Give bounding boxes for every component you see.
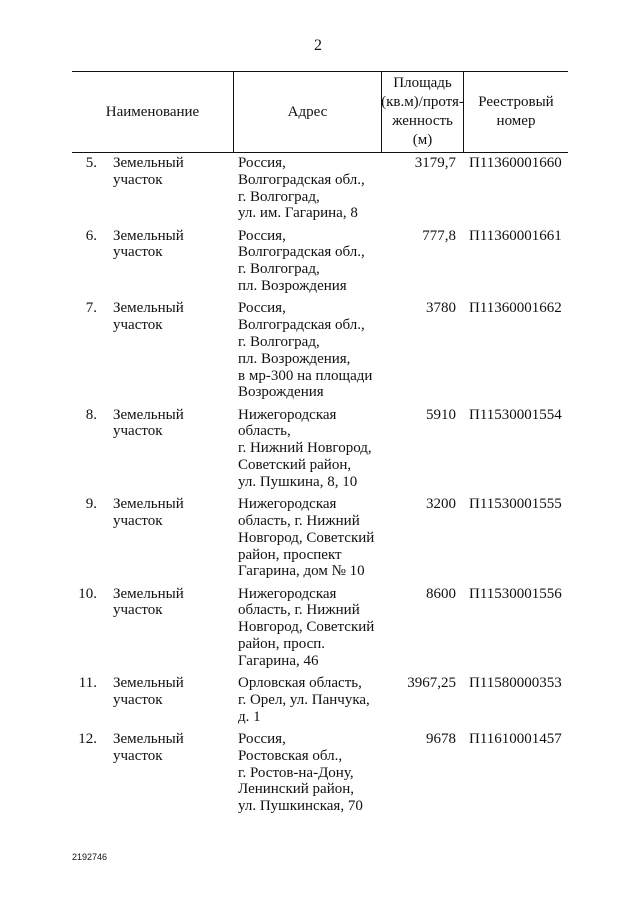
header-name [72, 72, 233, 152]
row-address-line: Россия, [238, 227, 286, 244]
row-address [233, 407, 381, 491]
row-address-line: г. Волгоград, [238, 188, 320, 205]
row-area: 777,8 [422, 227, 456, 244]
row-address-line: Гагарина, 46 [238, 652, 319, 669]
row-name-line: участок [113, 691, 163, 708]
table-row [72, 155, 568, 222]
row-name-line: участок [113, 512, 163, 529]
header-address [233, 72, 381, 152]
row-address-line: Россия, [238, 300, 286, 317]
row-name-line: участок [113, 602, 163, 619]
row-address-line: Нижегородская [238, 585, 337, 602]
header-address-label: Адрес [287, 103, 328, 120]
row-number: 11. [78, 675, 97, 692]
row-name-line: участок [113, 423, 163, 440]
row-name-line: участок [113, 244, 163, 261]
row-address-line: пл. Возрождения [238, 278, 347, 295]
row-address [233, 155, 381, 222]
table-row [72, 586, 568, 670]
row-registry-number: П11530001555 [469, 496, 562, 513]
row-name [97, 155, 233, 222]
header-area-line: (кв.м)/протя- [381, 94, 464, 110]
row-number: 9. [85, 496, 97, 513]
header-registry [463, 72, 568, 152]
row-address-line: область, г. Нижний [238, 512, 360, 529]
row-registry-number: П11580000353 [469, 675, 562, 692]
row-address-line: Новгород, Советский [238, 529, 375, 546]
row-address-line: г. Орел, ул. Панчука, [238, 691, 370, 708]
footer-document-code: 2192746 [72, 852, 108, 862]
table-row [72, 731, 568, 815]
row-name-line: Земельный [113, 406, 184, 423]
row-address-line: Нижегородская [238, 406, 337, 423]
header-name-label: Наименование [105, 103, 200, 120]
row-address-line: Россия, [238, 155, 286, 171]
row-name-line: участок [113, 747, 163, 764]
row-address-line: г. Нижний Новгород, [238, 440, 372, 457]
row-area: 3780 [426, 300, 456, 317]
row-name-line: Земельный [113, 300, 184, 317]
row-address-line: район, проспект [238, 546, 342, 563]
header-registry-line: Реестровый [478, 94, 554, 110]
row-area: 5910 [426, 406, 456, 423]
row-address-line: г. Волгоград, [238, 261, 320, 278]
header-area [381, 72, 463, 152]
table-row [72, 228, 568, 295]
row-address-line: Гагарина, дом № 10 [238, 563, 365, 580]
row-address-line: д. 1 [238, 708, 261, 725]
row-area: 3179,7 [414, 155, 456, 171]
row-address [233, 496, 381, 580]
row-address-line: Волгоградская обл., [238, 171, 365, 188]
row-registry-number: П11610001457 [469, 731, 562, 747]
header-area-line: Площадь [393, 75, 452, 91]
row-address-line: Волгоградская обл., [238, 317, 365, 334]
table-body [72, 153, 568, 815]
row-registry-number: П11360001660 [469, 155, 562, 171]
row-name-line: Земельный [113, 496, 184, 513]
header-area-line: (м) [412, 132, 433, 148]
row-name [97, 300, 233, 401]
property-table [72, 71, 568, 820]
row-name-line: участок [113, 317, 163, 334]
row-address-line: пл. Возрождения, [238, 350, 351, 367]
row-name [97, 586, 233, 670]
row-address-line: Советский район, [238, 457, 352, 474]
header-area-line: женность [392, 113, 453, 129]
row-number: 5. [85, 155, 97, 171]
row-registry-number: П11360001661 [469, 227, 562, 244]
row-name [97, 407, 233, 491]
row-name [97, 675, 233, 725]
row-name-line: Земельный [113, 675, 184, 692]
row-address-line: Россия, [238, 731, 286, 747]
row-address-line: Ленинский район, [238, 781, 355, 798]
row-name-line: Земельный [113, 227, 184, 244]
row-name-line: участок [113, 171, 163, 188]
row-area: 8600 [426, 585, 456, 602]
row-address-line: область, [238, 423, 291, 440]
table-row [72, 300, 568, 401]
row-area: 3967,25 [407, 675, 456, 692]
row-address [233, 731, 381, 815]
row-address-line: Возрождения [238, 384, 324, 401]
row-area: 3200 [426, 496, 456, 513]
row-number: 6. [85, 227, 97, 244]
row-address-line: в мр-300 на площади [238, 367, 373, 384]
row-address-line: ул. Пушкинская, 70 [238, 798, 363, 815]
row-registry-number: П11360001662 [469, 300, 562, 317]
row-area: 9678 [426, 731, 456, 747]
row-address-line: Ростовская обл., [238, 747, 343, 764]
row-address-line: г. Ростов-на-Дону, [238, 764, 354, 781]
header-registry-line: номер [496, 113, 536, 129]
page-number: 2 [314, 37, 322, 54]
row-address [233, 300, 381, 401]
row-number: 7. [85, 300, 97, 317]
table-row [72, 496, 568, 580]
row-address-line: Волгоградская обл., [238, 244, 365, 261]
row-name [97, 496, 233, 580]
row-name [97, 731, 233, 815]
row-address-line: ул. им. Гагарина, 8 [238, 205, 358, 222]
row-address-line: район, просп. [238, 636, 326, 653]
row-registry-number: П11530001556 [469, 585, 562, 602]
row-number: 12. [78, 731, 97, 747]
row-address [233, 675, 381, 725]
row-name-line: Земельный [113, 155, 184, 171]
row-address-line: г. Волгоград, [238, 333, 320, 350]
row-name [97, 228, 233, 295]
row-address [233, 228, 381, 295]
row-address-line: Орловская область, [238, 675, 362, 692]
table-row [72, 675, 568, 725]
row-number: 8. [85, 406, 97, 423]
row-number: 10. [78, 585, 97, 602]
row-address-line: ул. Пушкина, 8, 10 [238, 473, 358, 490]
table-header [72, 71, 568, 153]
table-row [72, 407, 568, 491]
row-address [233, 586, 381, 670]
row-name-line: Земельный [113, 585, 184, 602]
row-address-line: Нижегородская [238, 496, 337, 513]
row-address-line: Новгород, Советский [238, 619, 375, 636]
row-name-line: Земельный [113, 731, 184, 747]
row-address-line: область, г. Нижний [238, 602, 360, 619]
row-registry-number: П11530001554 [469, 406, 562, 423]
